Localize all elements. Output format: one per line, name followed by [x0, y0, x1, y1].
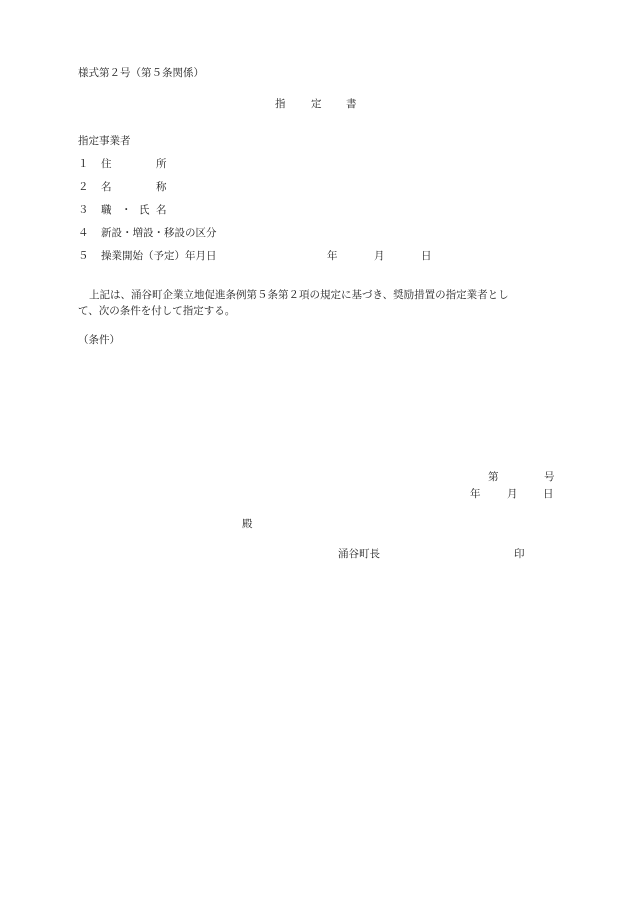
item-number-5: ５: [78, 250, 89, 262]
body-text-line-1: 上記は、涌谷町企業立地促進条例第５条第２項の規定に基づき、奨励措置の指定業者とし: [89, 289, 509, 301]
item-number-4: ４: [78, 227, 89, 239]
issue-date-day: 日: [543, 488, 554, 500]
seal-mark: 印: [514, 548, 525, 560]
title-char-2: 定: [311, 98, 322, 110]
item-number-3: ３: [78, 204, 89, 216]
doc-number-suffix: 号: [544, 471, 555, 483]
body-text-line-2: て、次の条件を付して指定する。: [78, 305, 236, 317]
start-date-year: 年: [327, 250, 338, 262]
item-label-position-3: 氏: [139, 204, 150, 216]
issue-date-month: 月: [507, 488, 518, 500]
title-char-1: 指: [275, 98, 286, 110]
start-date-month: 月: [374, 250, 385, 262]
item-label-position-2: ・: [121, 204, 132, 216]
title-char-3: 書: [346, 98, 357, 110]
addressee-suffix: 殿: [242, 518, 253, 530]
start-date-day: 日: [421, 250, 432, 262]
conditions-label: （条件）: [78, 334, 120, 346]
item-label-position-1: 職: [101, 204, 112, 216]
item-label-position-4: 名: [156, 204, 167, 216]
item-label-category: 新設・増設・移設の区分: [101, 227, 217, 239]
item-label-address-1: 住: [101, 158, 112, 170]
issuer-name: 涌谷町長: [338, 548, 380, 560]
section-label: 指定事業者: [78, 135, 131, 147]
form-label: 様式第２号（第５条関係）: [78, 67, 204, 79]
issue-date-year: 年: [470, 488, 481, 500]
item-label-name-2: 称: [156, 181, 167, 193]
item-label-name-1: 名: [101, 181, 112, 193]
item-number-2: ２: [78, 181, 89, 193]
item-label-address-2: 所: [156, 158, 167, 170]
item-number-1: １: [78, 158, 89, 170]
item-label-start-date: 操業開始（予定）年月日: [101, 250, 217, 262]
doc-number-prefix: 第: [488, 471, 499, 483]
